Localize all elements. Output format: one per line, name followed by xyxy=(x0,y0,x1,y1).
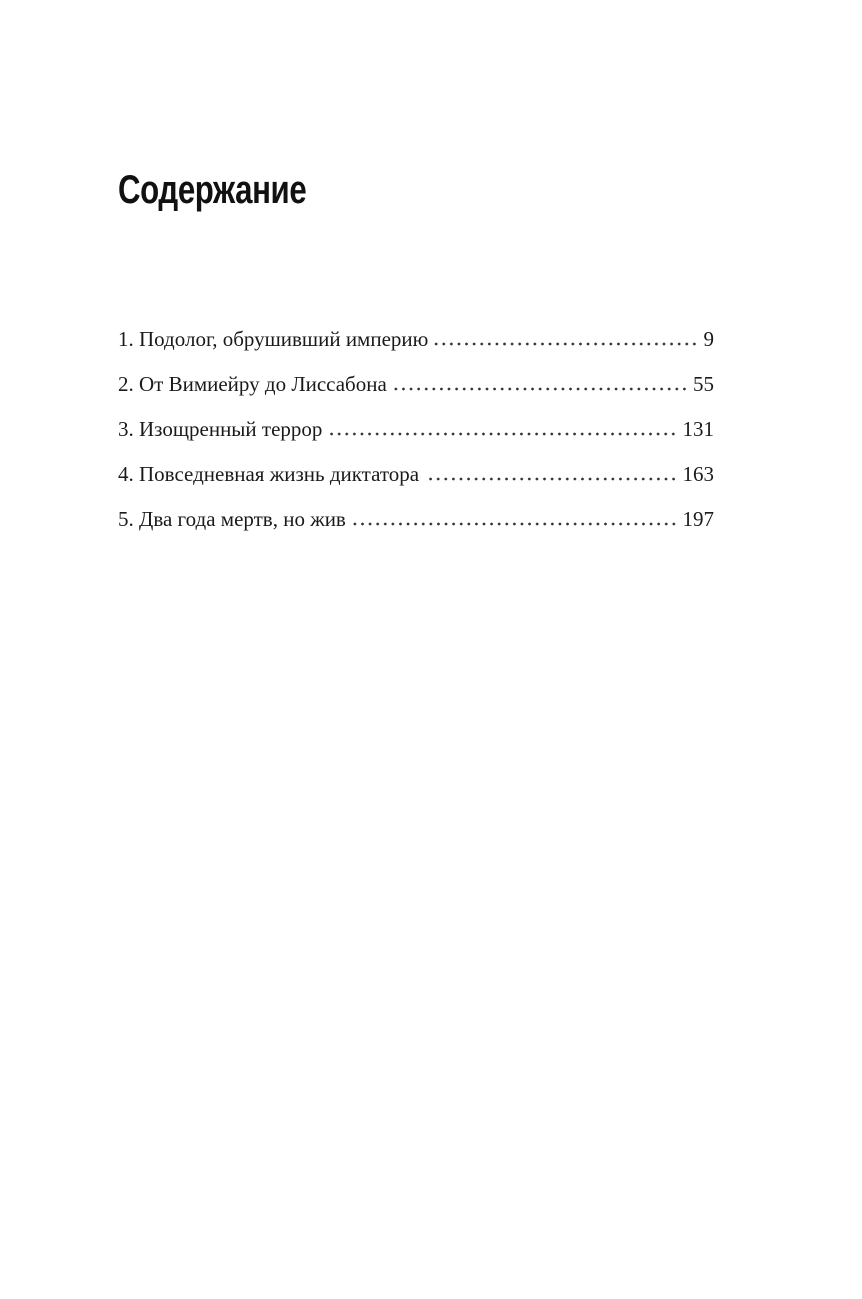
toc-entry-1[interactable] xyxy=(118,320,714,365)
toc-entry-page-number: 197 xyxy=(682,507,714,531)
dot-leader xyxy=(425,477,677,481)
toc-entry-page-number: 55 xyxy=(693,372,714,396)
toc-entry-title: 3. Изощренный террор xyxy=(118,417,323,441)
toc-entry-title: 1. Подолог, обрушивший империю xyxy=(118,327,429,351)
toc-entry-page-number: 163 xyxy=(682,462,714,486)
dot-leader xyxy=(434,342,698,346)
toc-entry-2[interactable] xyxy=(118,365,714,410)
toc-entry-title: 2. От Вимиейру до Лиссабона xyxy=(118,372,387,396)
dot-leader xyxy=(352,522,678,526)
toc-entry-5[interactable] xyxy=(118,500,714,545)
dot-leader xyxy=(393,387,688,391)
toc-entry-title: 4. Повседневная жизнь диктатора xyxy=(118,462,420,486)
toc-entry-3[interactable] xyxy=(118,410,714,455)
toc-entry-title: 5. Два года мертв, но жив xyxy=(118,507,346,531)
table-of-contents xyxy=(118,320,714,545)
page-title: Содержание xyxy=(118,168,307,212)
toc-entry-page-number: 131 xyxy=(682,417,714,441)
toc-entry-4[interactable] xyxy=(118,455,714,500)
toc-entry-page-number: 9 xyxy=(703,327,714,351)
dot-leader xyxy=(328,432,677,436)
